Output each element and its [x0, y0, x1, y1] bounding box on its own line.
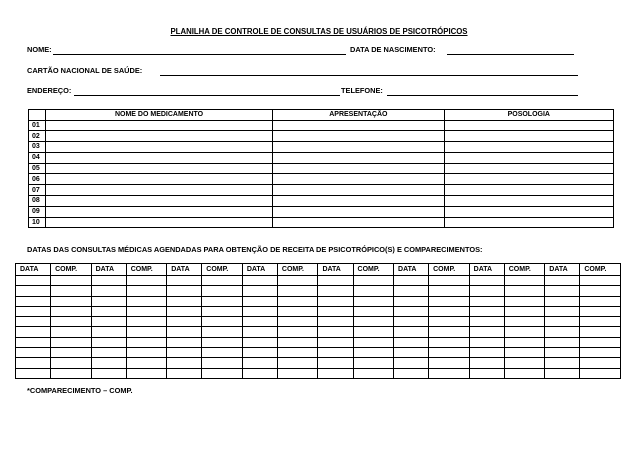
header-data: DATA: [242, 264, 277, 276]
row-number: 08: [29, 196, 46, 207]
date-cell[interactable]: [394, 368, 429, 378]
comp-cell[interactable]: [277, 348, 318, 358]
comp-cell[interactable]: [126, 317, 167, 327]
comp-cell[interactable]: [202, 276, 243, 286]
date-cell[interactable]: [167, 306, 202, 316]
comp-cell[interactable]: [202, 286, 243, 296]
footnote: *COMPARECIMENTO – COMP.: [27, 386, 133, 395]
date-cell[interactable]: [394, 317, 429, 327]
comp-cell[interactable]: [580, 296, 621, 306]
date-cell[interactable]: [167, 317, 202, 327]
date-cell[interactable]: [394, 306, 429, 316]
comp-cell[interactable]: [126, 306, 167, 316]
comp-cell[interactable]: [202, 368, 243, 378]
apresentacao-cell[interactable]: [273, 120, 444, 131]
date-cell[interactable]: [545, 337, 580, 347]
table-row: [29, 185, 614, 196]
comp-cell[interactable]: [126, 276, 167, 286]
comp-cell[interactable]: [580, 348, 621, 358]
comp-cell[interactable]: [504, 368, 545, 378]
date-cell[interactable]: [318, 296, 353, 306]
header-comp: COMP.: [429, 264, 470, 276]
date-cell[interactable]: [318, 337, 353, 347]
apresentacao-cell[interactable]: [273, 152, 444, 163]
apresentacao-cell[interactable]: [273, 196, 444, 207]
table-row: [29, 142, 614, 153]
comp-cell[interactable]: [126, 358, 167, 368]
header-comp: COMP.: [277, 264, 318, 276]
comp-cell[interactable]: [126, 337, 167, 347]
comp-cell[interactable]: [51, 368, 92, 378]
posologia-cell[interactable]: [444, 142, 613, 153]
posologia-cell[interactable]: [444, 131, 613, 142]
date-cell[interactable]: [242, 317, 277, 327]
header-number: [29, 110, 46, 121]
row-number: 04: [29, 152, 46, 163]
date-cell[interactable]: [318, 306, 353, 316]
table-row: [29, 174, 614, 185]
comp-cell[interactable]: [429, 276, 470, 286]
visits-caption: DATAS DAS CONSULTAS MÉDICAS AGENDADAS PARA OBTENÇÃO DE RECEITA DE PSICOTRÓPICO(S) E COMPARECIMENTOS:: [27, 245, 483, 254]
comp-cell[interactable]: [429, 317, 470, 327]
comp-cell[interactable]: [429, 306, 470, 316]
date-cell[interactable]: [469, 337, 504, 347]
header-posologia: POSOLOGIA: [444, 110, 613, 121]
date-cell[interactable]: [318, 286, 353, 296]
telefone-field[interactable]: [387, 95, 578, 96]
date-cell[interactable]: [16, 327, 51, 337]
medicamento-cell[interactable]: [45, 196, 272, 207]
date-cell[interactable]: [318, 317, 353, 327]
header-apresentacao: APRESENTAÇÃO: [273, 110, 444, 121]
header-data: DATA: [91, 264, 126, 276]
date-cell[interactable]: [91, 348, 126, 358]
date-cell[interactable]: [469, 358, 504, 368]
date-cell[interactable]: [16, 337, 51, 347]
date-cell[interactable]: [545, 317, 580, 327]
row-number: 10: [29, 217, 46, 228]
comp-cell[interactable]: [51, 327, 92, 337]
date-cell[interactable]: [469, 276, 504, 286]
table-row: [29, 163, 614, 174]
comp-cell[interactable]: [429, 337, 470, 347]
comp-cell[interactable]: [353, 327, 394, 337]
date-cell[interactable]: [91, 368, 126, 378]
posologia-cell[interactable]: [444, 185, 613, 196]
comp-cell[interactable]: [353, 368, 394, 378]
comp-cell[interactable]: [504, 306, 545, 316]
medicamento-cell[interactable]: [45, 185, 272, 196]
telefone-label: TELEFONE:: [341, 86, 383, 95]
date-cell[interactable]: [167, 348, 202, 358]
comp-cell[interactable]: [51, 296, 92, 306]
date-cell[interactable]: [242, 348, 277, 358]
comp-cell[interactable]: [51, 306, 92, 316]
date-cell[interactable]: [167, 286, 202, 296]
comp-cell[interactable]: [580, 317, 621, 327]
date-cell[interactable]: [91, 358, 126, 368]
date-cell[interactable]: [16, 276, 51, 286]
comp-cell[interactable]: [353, 317, 394, 327]
header-comp: COMP.: [504, 264, 545, 276]
table-row: [29, 131, 614, 142]
medicamento-cell[interactable]: [45, 217, 272, 228]
date-cell[interactable]: [242, 358, 277, 368]
date-cell[interactable]: [242, 327, 277, 337]
nome-label: NOME:: [27, 45, 52, 54]
row-number: 02: [29, 131, 46, 142]
table-row: [16, 276, 621, 286]
comp-cell[interactable]: [429, 368, 470, 378]
date-cell[interactable]: [242, 337, 277, 347]
comp-cell[interactable]: [51, 348, 92, 358]
date-cell[interactable]: [16, 358, 51, 368]
table-row: [29, 217, 614, 228]
comp-cell[interactable]: [504, 317, 545, 327]
header-data: DATA: [545, 264, 580, 276]
comp-cell[interactable]: [202, 337, 243, 347]
page-title: PLANILHA DE CONTROLE DE CONSULTAS DE USUÁRIOS DE PSICOTRÓPICOS: [170, 27, 468, 36]
comp-cell[interactable]: [277, 286, 318, 296]
comp-cell[interactable]: [580, 276, 621, 286]
date-cell[interactable]: [242, 296, 277, 306]
date-cell[interactable]: [394, 327, 429, 337]
comp-cell[interactable]: [51, 286, 92, 296]
comp-cell[interactable]: [353, 286, 394, 296]
table-row: [16, 317, 621, 327]
table-row: [16, 337, 621, 347]
table-row: [16, 286, 621, 296]
row-number: 07: [29, 185, 46, 196]
date-cell[interactable]: [394, 286, 429, 296]
comp-cell[interactable]: [580, 306, 621, 316]
comp-cell[interactable]: [126, 296, 167, 306]
comp-cell[interactable]: [277, 296, 318, 306]
date-cell[interactable]: [16, 296, 51, 306]
apresentacao-cell[interactable]: [273, 163, 444, 174]
date-cell[interactable]: [167, 296, 202, 306]
date-cell[interactable]: [16, 286, 51, 296]
table-row: [29, 152, 614, 163]
date-cell[interactable]: [167, 358, 202, 368]
comp-cell[interactable]: [277, 337, 318, 347]
comp-cell[interactable]: [202, 317, 243, 327]
comp-cell[interactable]: [353, 358, 394, 368]
posologia-cell[interactable]: [444, 163, 613, 174]
date-cell[interactable]: [394, 358, 429, 368]
date-cell[interactable]: [16, 348, 51, 358]
date-cell[interactable]: [167, 276, 202, 286]
comp-cell[interactable]: [126, 348, 167, 358]
date-cell[interactable]: [91, 286, 126, 296]
medicamento-cell[interactable]: [45, 120, 272, 131]
date-cell[interactable]: [394, 296, 429, 306]
comp-cell[interactable]: [126, 368, 167, 378]
medicamento-cell[interactable]: [45, 152, 272, 163]
date-cell[interactable]: [16, 306, 51, 316]
table-header-row: [29, 110, 614, 121]
header-medicamento: NOME DO MEDICAMENTO: [45, 110, 272, 121]
comp-cell[interactable]: [353, 276, 394, 286]
comp-cell[interactable]: [51, 317, 92, 327]
header-data: DATA: [469, 264, 504, 276]
comp-cell[interactable]: [202, 327, 243, 337]
date-cell[interactable]: [242, 368, 277, 378]
comp-cell[interactable]: [277, 276, 318, 286]
endereco-field[interactable]: [74, 95, 340, 96]
apresentacao-cell[interactable]: [273, 217, 444, 228]
table-row: [16, 306, 621, 316]
date-cell[interactable]: [545, 368, 580, 378]
date-cell[interactable]: [242, 286, 277, 296]
comp-cell[interactable]: [202, 348, 243, 358]
date-cell[interactable]: [545, 286, 580, 296]
comp-cell[interactable]: [580, 286, 621, 296]
table-row: [16, 348, 621, 358]
apresentacao-cell[interactable]: [273, 206, 444, 217]
posologia-cell[interactable]: [444, 217, 613, 228]
date-cell[interactable]: [394, 337, 429, 347]
comp-cell[interactable]: [277, 368, 318, 378]
comp-cell[interactable]: [580, 368, 621, 378]
apresentacao-cell[interactable]: [273, 142, 444, 153]
posologia-cell[interactable]: [444, 206, 613, 217]
header-data: DATA: [318, 264, 353, 276]
date-cell[interactable]: [242, 276, 277, 286]
date-cell[interactable]: [469, 296, 504, 306]
date-cell[interactable]: [91, 296, 126, 306]
date-cell[interactable]: [469, 368, 504, 378]
comp-cell[interactable]: [429, 358, 470, 368]
apresentacao-cell[interactable]: [273, 174, 444, 185]
date-cell[interactable]: [91, 327, 126, 337]
comp-cell[interactable]: [51, 337, 92, 347]
endereco-label: ENDEREÇO:: [27, 86, 72, 95]
date-cell[interactable]: [318, 368, 353, 378]
date-cell[interactable]: [545, 276, 580, 286]
header-comp: COMP.: [353, 264, 394, 276]
table-header-row: [16, 264, 621, 276]
comp-cell[interactable]: [353, 348, 394, 358]
row-number: 03: [29, 142, 46, 153]
medicamento-cell[interactable]: [45, 174, 272, 185]
comp-cell[interactable]: [504, 358, 545, 368]
comp-cell[interactable]: [353, 306, 394, 316]
header-data: DATA: [167, 264, 202, 276]
comp-cell[interactable]: [202, 358, 243, 368]
date-cell[interactable]: [167, 327, 202, 337]
table-row: [29, 206, 614, 217]
date-cell[interactable]: [469, 327, 504, 337]
date-cell[interactable]: [318, 276, 353, 286]
comp-cell[interactable]: [504, 327, 545, 337]
comp-cell[interactable]: [353, 296, 394, 306]
row-number: 09: [29, 206, 46, 217]
table-row: [29, 196, 614, 207]
nome-field[interactable]: [53, 54, 346, 55]
comp-cell[interactable]: [580, 327, 621, 337]
medicamento-cell[interactable]: [45, 131, 272, 142]
date-cell[interactable]: [16, 368, 51, 378]
posologia-cell[interactable]: [444, 120, 613, 131]
comp-cell[interactable]: [277, 327, 318, 337]
comp-cell[interactable]: [429, 348, 470, 358]
comp-cell[interactable]: [504, 337, 545, 347]
date-cell[interactable]: [91, 317, 126, 327]
posologia-cell[interactable]: [444, 196, 613, 207]
date-cell[interactable]: [242, 306, 277, 316]
apresentacao-cell[interactable]: [273, 131, 444, 142]
date-cell[interactable]: [469, 317, 504, 327]
comp-cell[interactable]: [126, 286, 167, 296]
date-cell[interactable]: [318, 327, 353, 337]
date-cell[interactable]: [318, 348, 353, 358]
comp-cell[interactable]: [504, 276, 545, 286]
table-row: [16, 296, 621, 306]
medicamento-cell[interactable]: [45, 163, 272, 174]
comp-cell[interactable]: [277, 306, 318, 316]
comp-cell[interactable]: [202, 306, 243, 316]
date-cell[interactable]: [469, 286, 504, 296]
date-cell[interactable]: [167, 368, 202, 378]
table-row: [16, 368, 621, 378]
row-number: 05: [29, 163, 46, 174]
date-cell[interactable]: [91, 337, 126, 347]
date-cell[interactable]: [167, 337, 202, 347]
medications-table: [28, 109, 614, 228]
comp-cell[interactable]: [126, 327, 167, 337]
comp-cell[interactable]: [277, 358, 318, 368]
date-cell[interactable]: [318, 358, 353, 368]
date-cell[interactable]: [16, 317, 51, 327]
comp-cell[interactable]: [202, 296, 243, 306]
comp-cell[interactable]: [504, 296, 545, 306]
visits-table: [15, 263, 621, 379]
date-cell[interactable]: [545, 296, 580, 306]
comp-cell[interactable]: [51, 358, 92, 368]
header-comp: COMP.: [126, 264, 167, 276]
comp-cell[interactable]: [277, 317, 318, 327]
data-nascimento-field[interactable]: [447, 54, 574, 55]
header-comp: COMP.: [202, 264, 243, 276]
date-cell[interactable]: [469, 306, 504, 316]
comp-cell[interactable]: [504, 348, 545, 358]
table-row: [16, 358, 621, 368]
medicamento-cell[interactable]: [45, 142, 272, 153]
date-cell[interactable]: [394, 276, 429, 286]
row-number: 01: [29, 120, 46, 131]
date-cell[interactable]: [91, 276, 126, 286]
comp-cell[interactable]: [429, 327, 470, 337]
row-number: 06: [29, 174, 46, 185]
posologia-cell[interactable]: [444, 174, 613, 185]
date-cell[interactable]: [545, 306, 580, 316]
cartao-sus-field[interactable]: [160, 75, 578, 76]
header-data: DATA: [16, 264, 51, 276]
table-row: [29, 120, 614, 131]
comp-cell[interactable]: [504, 286, 545, 296]
date-cell[interactable]: [394, 348, 429, 358]
header-comp: COMP.: [580, 264, 621, 276]
apresentacao-cell[interactable]: [273, 185, 444, 196]
comp-cell[interactable]: [51, 276, 92, 286]
date-cell[interactable]: [91, 306, 126, 316]
date-cell[interactable]: [545, 358, 580, 368]
date-cell[interactable]: [545, 327, 580, 337]
comp-cell[interactable]: [353, 337, 394, 347]
table-row: [16, 327, 621, 337]
posologia-cell[interactable]: [444, 152, 613, 163]
date-cell[interactable]: [469, 348, 504, 358]
header-comp: COMP.: [51, 264, 92, 276]
comp-cell[interactable]: [429, 296, 470, 306]
medicamento-cell[interactable]: [45, 206, 272, 217]
comp-cell[interactable]: [580, 358, 621, 368]
cartao-sus-label: CARTÃO NACIONAL DE SAÚDE:: [27, 66, 143, 75]
data-nascimento-label: DATA DE NASCIMENTO:: [350, 45, 436, 54]
date-cell[interactable]: [545, 348, 580, 358]
header-data: DATA: [394, 264, 429, 276]
comp-cell[interactable]: [580, 337, 621, 347]
comp-cell[interactable]: [429, 286, 470, 296]
